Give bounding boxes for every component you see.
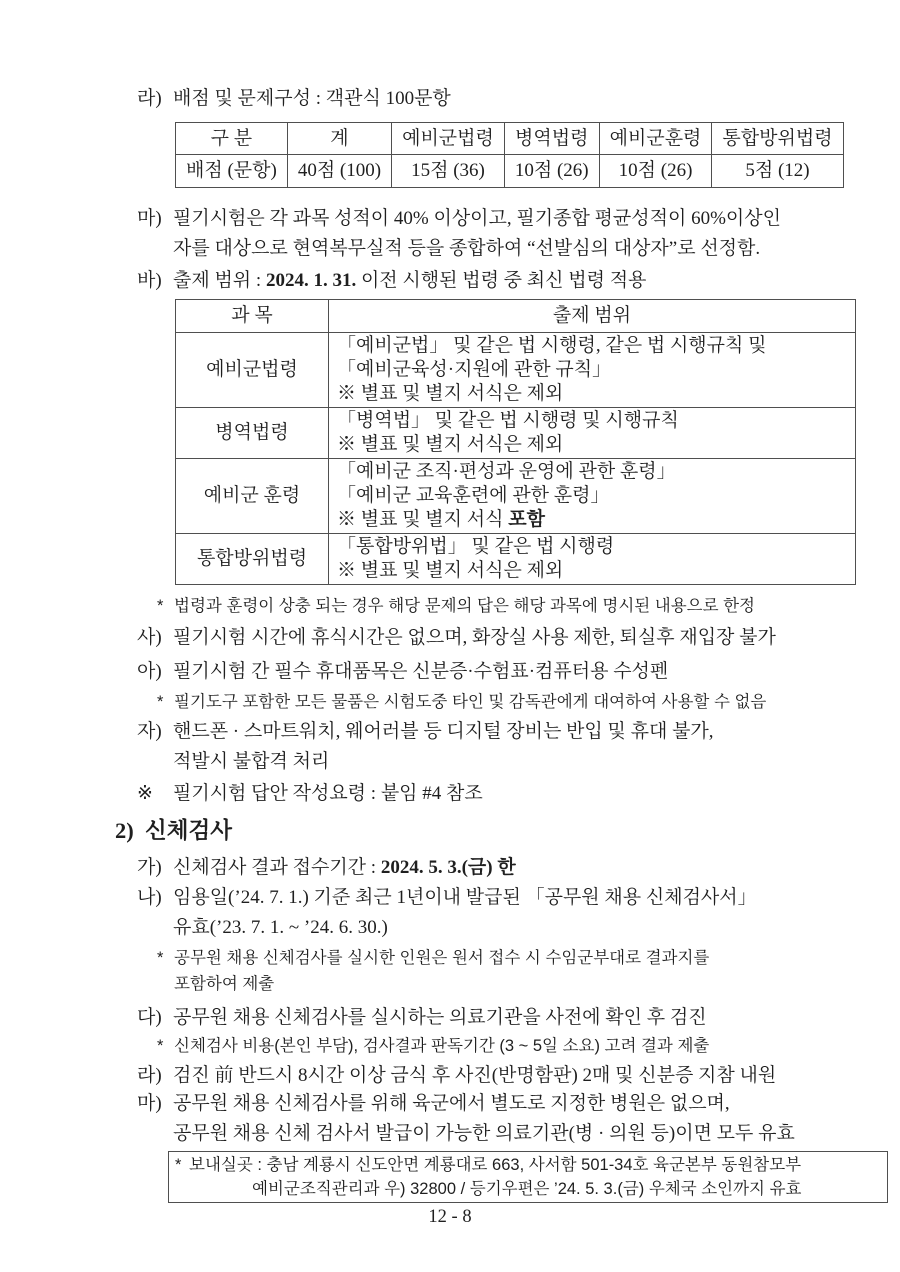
score-table-header-row <box>176 123 844 155</box>
scope-line: 「병역법」 및 같은 법 시행령 및 시행규칙 <box>337 410 679 431</box>
item-text-line: 적발시 불합격 처리 <box>173 751 330 772</box>
page-number: 12 - 8 <box>428 1207 472 1227</box>
scope-line: 「예비군 교육훈련에 관한 훈령」 <box>337 485 610 506</box>
item-scoring <box>137 84 860 114</box>
bold-date: 2024. 5. 3.(금) 한 <box>380 857 516 878</box>
item-text-line: 핸드폰 · 스마트워치, 웨어러블 등 디지털 장비는 반입 및 휴대 불가, <box>173 721 714 742</box>
mailing-address-line: 예비군조직관리과 우) 32800 / 등기우편은 ’24. 5. 3.(금) 우체국 소인까지 유효 <box>252 1180 802 1198</box>
scope-cell <box>329 408 856 459</box>
scope-line: 「예비군법」 및 같은 법 시행령, 같은 법 시행규칙 및 <box>337 335 767 356</box>
item-text: 배점 및 문제구성 : 객관식 100문항 <box>173 88 451 109</box>
score-table-header-cell: 예비군법령 <box>392 123 505 155</box>
item-label: 가) <box>137 857 162 878</box>
scope-line: ※ 별표 및 별지 서식은 제외 <box>337 560 564 581</box>
score-table-header-cell: 통합방위법령 <box>712 123 843 155</box>
subject-table-row <box>176 408 856 459</box>
score-table-header-cell: 구 분 <box>176 123 288 155</box>
item-label: 바) <box>137 270 162 291</box>
scope-line: 「예비군육성·지원에 관한 규칙」 <box>337 359 612 380</box>
score-table-cell: 5점 (12) <box>712 155 843 188</box>
footnote-text-line: 공무원 채용 신체검사를 실시한 인원은 원서 접수 시 수임군부대로 결과지를 <box>174 949 710 967</box>
section-heading-physical-exam <box>115 815 860 847</box>
asterisk: * <box>157 693 164 711</box>
item-label: 라) <box>137 1065 162 1086</box>
subject-table-row <box>176 459 856 534</box>
score-table-data-row <box>176 155 844 188</box>
scope-cell <box>329 534 856 585</box>
item-text-line: 필기시험은 각 과목 성적이 40% 이상이고, 필기종합 평균성적이 60%이상인 <box>173 208 781 229</box>
footnote-text: 신체검사 비용(본인 부담), 검사결과 판독기간 (3 ~ 5일 소요) 고려 결과 제출 <box>174 1037 710 1055</box>
item-text: 필기시험 간 필수 휴대품목은 신분증·수험표·컴퓨터용 수성펜 <box>173 661 669 682</box>
item-answer-guide <box>137 779 860 809</box>
footnote-no-lending <box>157 689 860 715</box>
score-table-cell: 15점 (36) <box>392 155 505 188</box>
item-label: 다) <box>137 1007 162 1028</box>
score-table-cell: 10점 (26) <box>599 155 712 188</box>
item-label: 마) <box>137 1093 162 1114</box>
item-check-hospital <box>137 1003 860 1033</box>
item-label: 나) <box>137 887 162 908</box>
item-digital-devices <box>137 717 860 777</box>
item-text-line: 임용일(’24. 7. 1.) 기준 최근 1년이내 발급된 「공무원 채용 신체검사서」 <box>173 887 757 908</box>
score-table <box>175 122 844 188</box>
item-label: 사) <box>137 627 162 648</box>
subject-table-row <box>176 534 856 585</box>
score-table-cell: 10점 (26) <box>504 155 599 188</box>
footnote-text-line: 포함하여 제출 <box>174 975 275 993</box>
item-text: 필기시험 답안 작성요령 : 붙임 #4 참조 <box>173 783 483 804</box>
scope-line: ※ 별표 및 별지 서식 포함 <box>337 509 545 530</box>
score-table-cell: 40점 (100) <box>287 155 391 188</box>
item-pass-criteria <box>137 204 860 264</box>
item-text: 공무원 채용 신체검사를 실시하는 의료기관을 사전에 확인 후 검진 <box>173 1007 707 1028</box>
item-text-line: 자를 대상으로 현역복무실적 등을 종합하여 “선발심의 대상자”로 선정함. <box>173 238 761 259</box>
scope-cell <box>329 459 856 534</box>
subject-table-header-row <box>176 300 856 333</box>
score-table-cell: 배점 (문항) <box>176 155 288 188</box>
item-label: 자) <box>137 721 162 742</box>
section-title: 신체검사 <box>145 818 232 843</box>
score-table-header-cell: 계 <box>287 123 391 155</box>
item-fasting <box>137 1061 860 1091</box>
footnote-text: 법령과 훈령이 상충 되는 경우 해당 문제의 답은 해당 과목에 명시된 내용으로 한정 <box>174 597 755 615</box>
mailing-address-box <box>168 1151 888 1203</box>
item-label: 라) <box>137 88 162 109</box>
item-no-designated-hospital <box>137 1089 860 1149</box>
asterisk: * <box>157 949 164 967</box>
asterisk: * <box>157 1037 164 1055</box>
footnote-law-conflict <box>157 593 860 619</box>
scope-cell <box>329 333 856 408</box>
score-table-header-cell: 예비군훈령 <box>599 123 712 155</box>
item-no-break <box>137 623 860 653</box>
mailing-address-line <box>175 1153 881 1177</box>
subject-cell: 통합방위법령 <box>176 534 329 585</box>
item-text-line: 공무원 채용 신체 검사서 발급이 가능한 의료기관(병 · 의원 등)이면 모두 유효 <box>173 1123 795 1144</box>
scope-line: ※ 별표 및 별지 서식은 제외 <box>337 383 564 404</box>
bold-date: 2024. 1. 31. <box>265 270 357 291</box>
mailing-address-text: 보내실곳 : 충남 계룡시 신도안면 계룡대로 663, 사서함 501-34호 육군본부 동원참모부 <box>189 1156 802 1174</box>
section-number: 2) <box>115 818 134 843</box>
footnote-submit-result <box>157 945 860 997</box>
bold-included: 포함 <box>508 509 545 530</box>
score-table-header-cell: 병역법령 <box>504 123 599 155</box>
item-text-line: 유효(’23. 7. 1. ~ ’24. 6. 30.) <box>173 917 388 938</box>
item-label: 아) <box>137 661 162 682</box>
asterisk: * <box>157 597 164 615</box>
item-text: 출제 범위 : 2024. 1. 31. 이전 시행된 법령 중 최신 법령 적용 <box>173 270 647 291</box>
subject-table <box>175 299 856 585</box>
subject-table-header-cell: 과 목 <box>176 300 329 333</box>
reference-mark: ※ <box>137 783 153 804</box>
item-required-items <box>137 657 860 687</box>
subject-cell: 예비군법령 <box>176 333 329 408</box>
item-text-line: 공무원 채용 신체검사를 위해 육군에서 별도로 지정한 병원은 없으며, <box>173 1093 730 1114</box>
scope-line: 「통합방위법」 및 같은 법 시행령 <box>337 536 615 557</box>
footnote-text: 필기도구 포함한 모든 물품은 시험도중 타인 및 감독관에게 대여하여 사용할 수 없음 <box>174 693 767 711</box>
footnote-exam-cost <box>157 1033 860 1059</box>
item-text: 신체검사 결과 접수기간 : 2024. 5. 3.(금) 한 <box>173 857 516 878</box>
item-text: 검진 前 반드시 8시간 이상 금식 후 사진(반명함판) 2매 및 신분증 지참 내원 <box>173 1065 777 1086</box>
item-label: 마) <box>137 208 162 229</box>
scope-line: 「예비군 조직·편성과 운영에 관한 훈령」 <box>337 461 676 482</box>
subject-cell: 예비군 훈령 <box>176 459 329 534</box>
asterisk: * <box>175 1156 182 1174</box>
subject-table-row <box>176 333 856 408</box>
item-exam-scope <box>137 266 860 296</box>
item-certificate-validity <box>137 883 860 943</box>
subject-table-header-cell: 출제 범위 <box>329 300 856 333</box>
scope-line: ※ 별표 및 별지 서식은 제외 <box>337 434 564 455</box>
item-result-deadline <box>137 853 860 883</box>
item-text: 필기시험 시간에 휴식시간은 없으며, 화장실 사용 제한, 퇴실후 재입장 불가 <box>173 627 776 648</box>
subject-cell: 병역법령 <box>176 408 329 459</box>
